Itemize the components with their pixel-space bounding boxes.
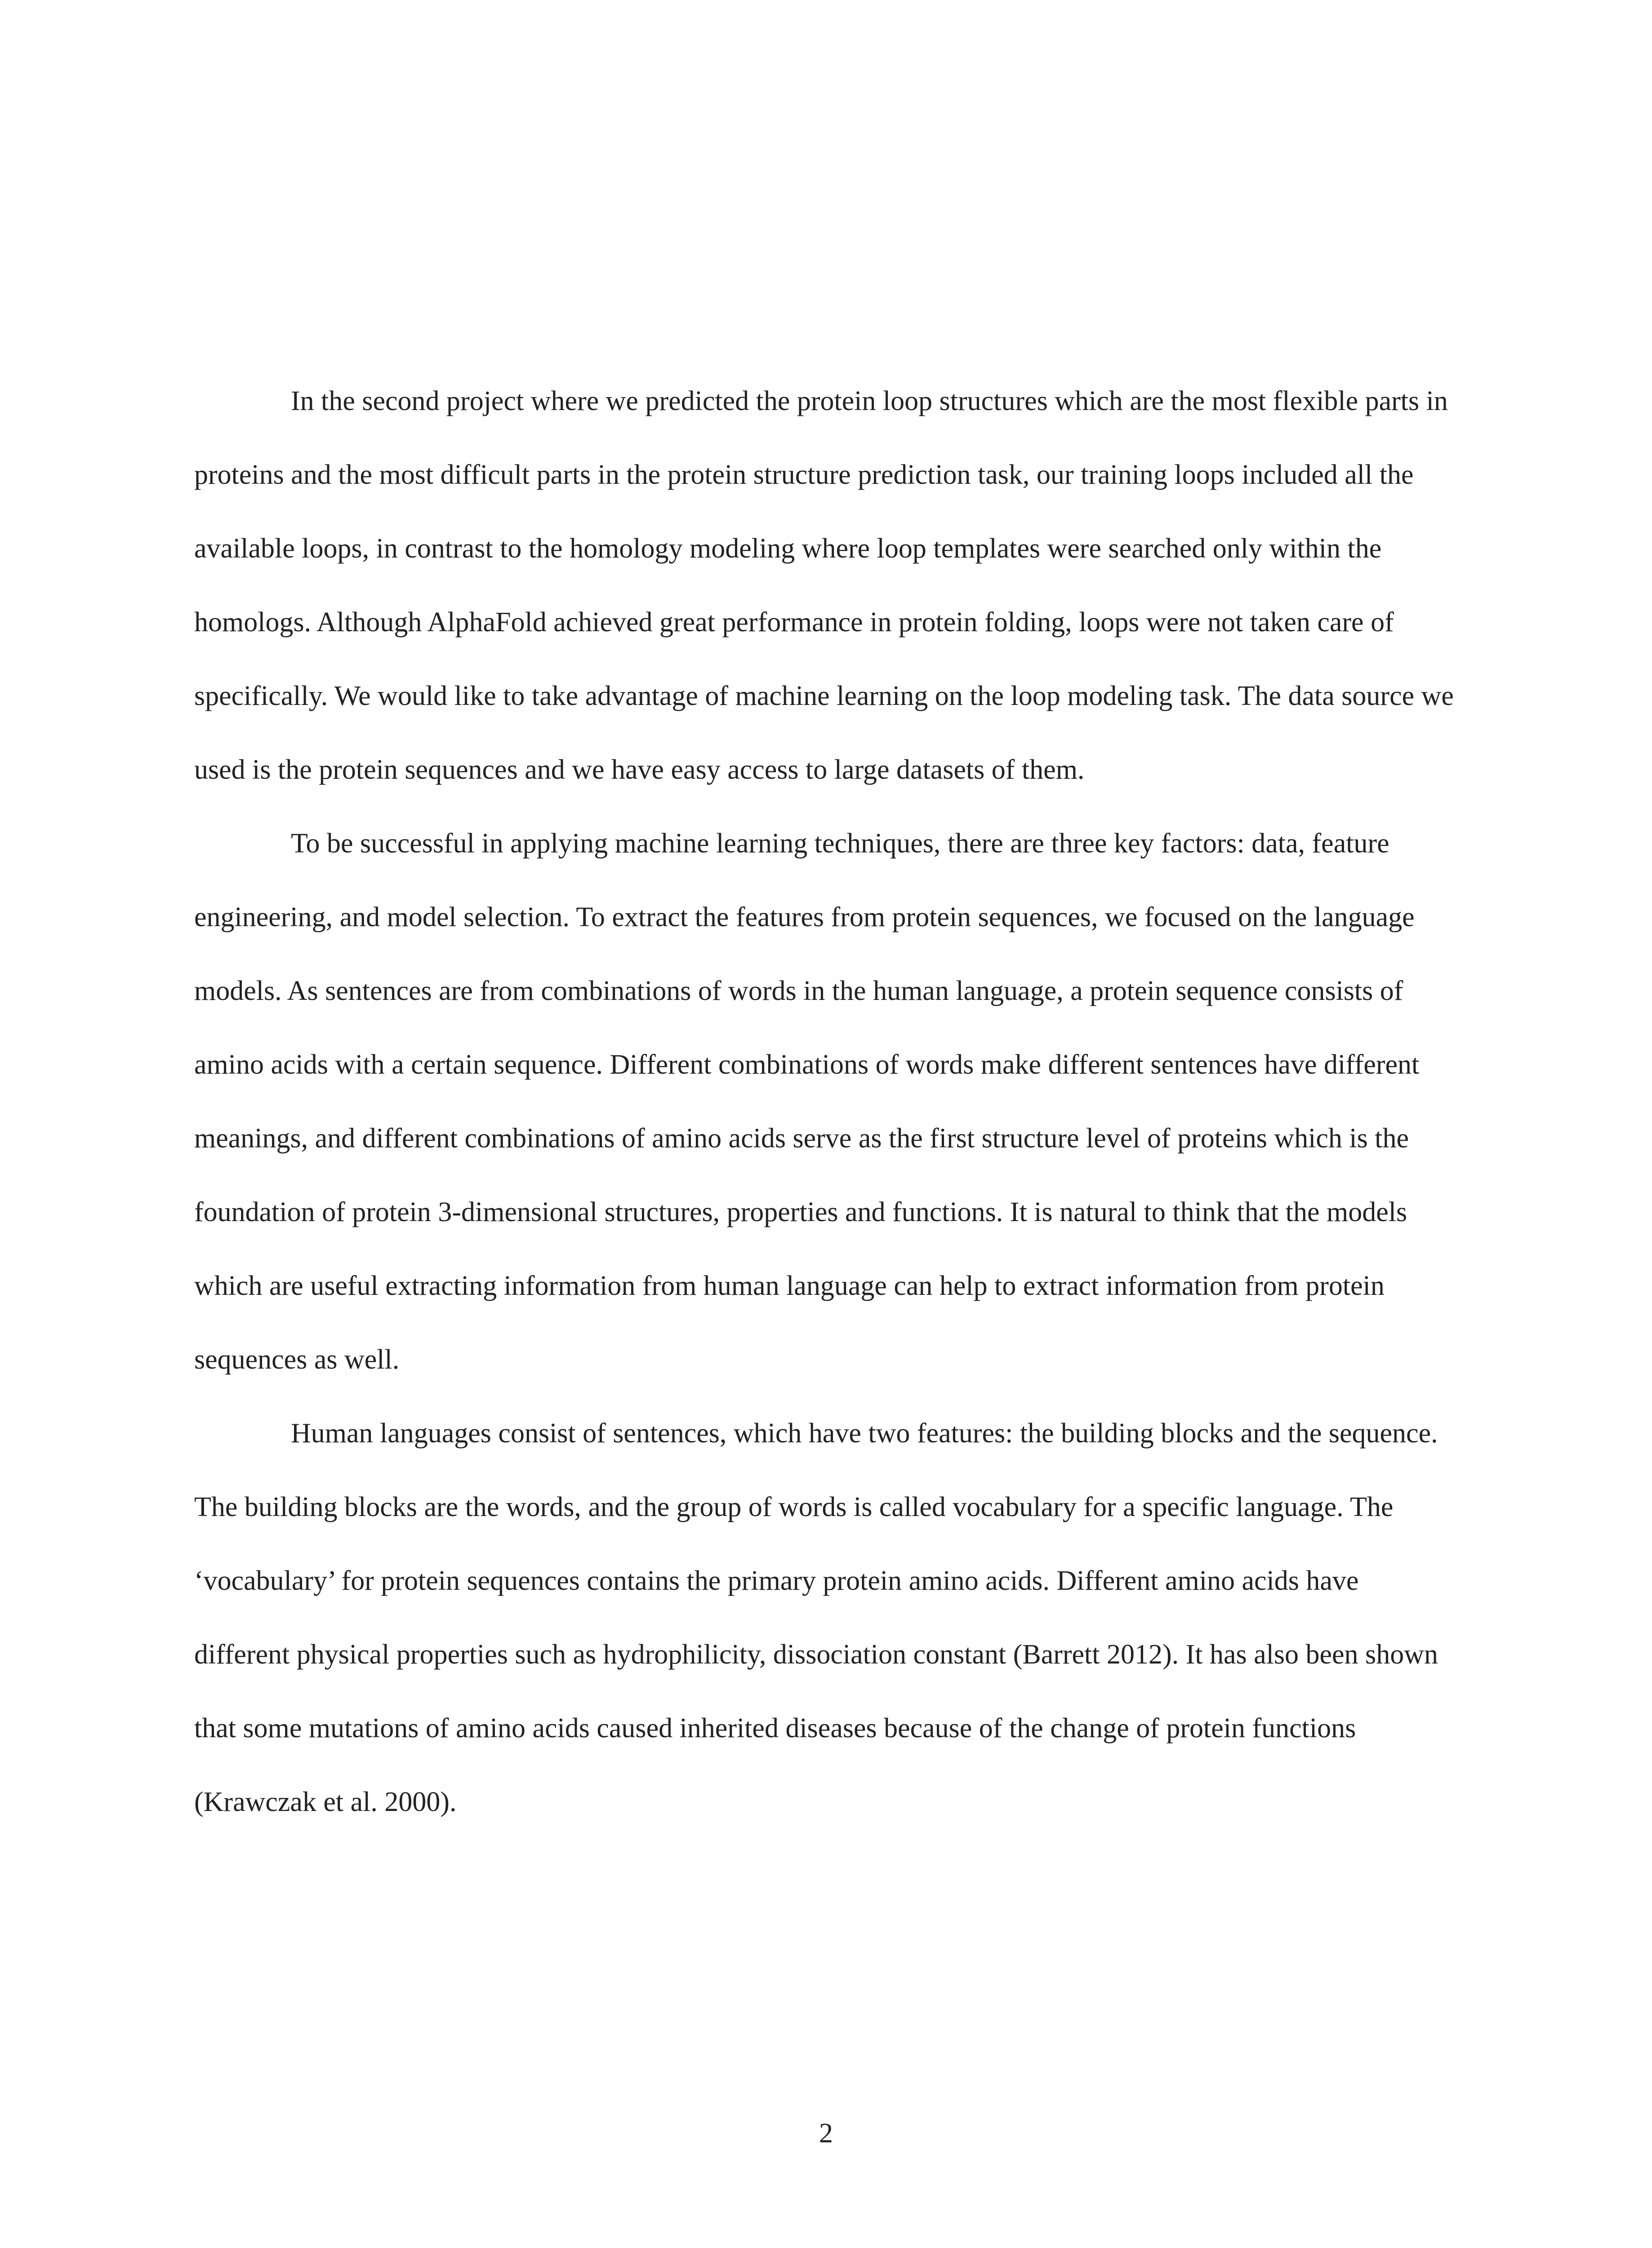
paragraph-3: Human languages consist of sentences, which have two features: the building blocks and the sequence. The building blocks are the words, and the group of words is called vocabulary for a specific language. The ‘vocabulary’ for protein sequences contains the primary protein amino acids. Different amino acids have different physical properties such as hydrophilicity, dissociation constant (Barrett 2012). It has also been shown that some mutations of amino acids caused inherited diseases because of the change of protein functions (Krawczak et al. 2000). xyxy=(194,1418,1438,1817)
paragraph-2: To be successful in applying machine learning techniques, there are three key factors: data, feature engineering, and model selection. To extract the features from protein sequences, we focused on the language models. As sentences are from combinations of words in the human language, a protein sequence consists of amino acids with a certain sequence. Different combinations of words make different sentences have different meanings, and different combinations of amino acids serve as the first structure level of proteins which is the foundation of protein 3-dimensional structures, properties and functions. It is natural to think that the models which are useful extracting information from human language can help to extract information from protein sequences as well. xyxy=(194,828,1420,1375)
body-text xyxy=(194,364,1457,1839)
page-number: 2 xyxy=(819,2118,833,2149)
paragraph-1: In the second project where we predicted the protein loop structures which are the most flexible parts in proteins and the most difficult parts in the protein structure prediction task, our training loops included all the available loops, in contrast to the homology modeling where loop templates were searched only within the homologs. Although AlphaFold achieved great performance in protein folding, loops were not taken care of specifically. We would like to take advantage of machine learning on the loop modeling task. The data source we used is the protein sequences and we have easy access to large datasets of them. xyxy=(194,386,1454,785)
